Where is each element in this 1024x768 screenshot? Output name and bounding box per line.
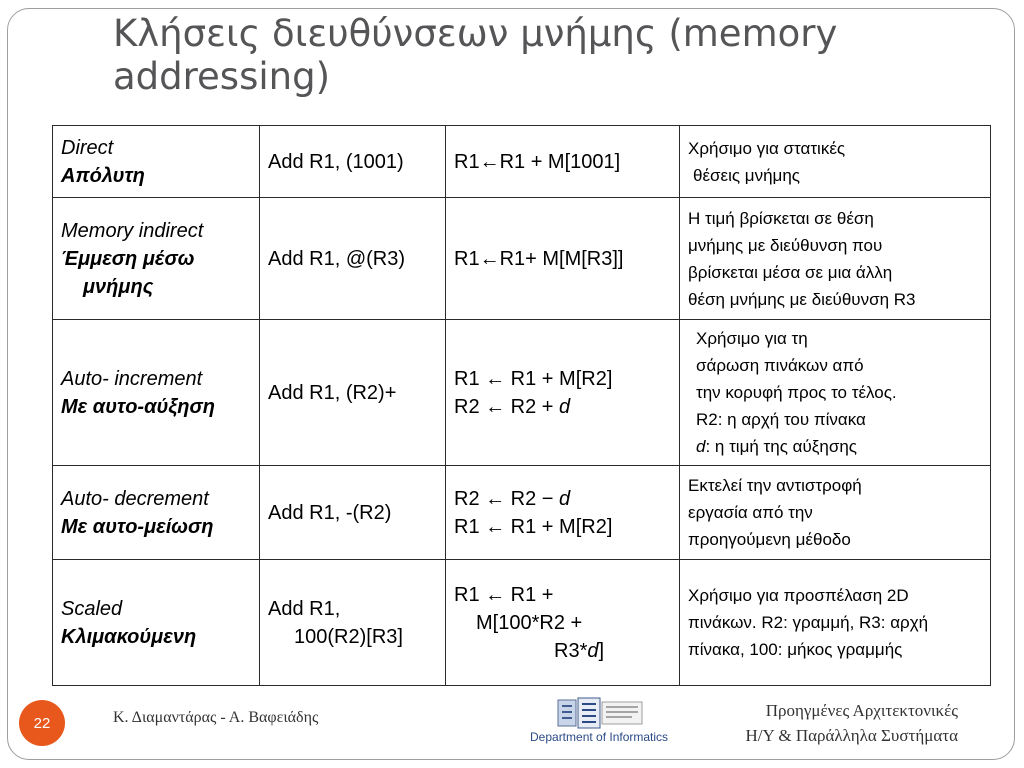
example-cell — [260, 198, 446, 320]
mode-cell — [53, 126, 260, 198]
meaning-cell — [446, 126, 680, 198]
example-text: Add R1, @(R3) — [268, 247, 406, 270]
mode-greek: Έμμεση μέσω — [61, 247, 195, 270]
table-row — [53, 198, 991, 320]
mode-greek: Κλιμακούμενη — [61, 625, 197, 648]
addressing-modes-table — [52, 125, 991, 686]
usage-line: Χρήσιμο για προσπέλαση 2D — [688, 586, 909, 605]
example-cell — [260, 560, 446, 686]
mode-english: Memory indirect — [61, 219, 204, 242]
mode-cell — [53, 560, 260, 686]
meaning-text: R2 ← R2 − d — [454, 487, 571, 510]
usage-cell — [680, 126, 991, 198]
usage-line: Χρήσιμο για στατικές — [688, 138, 846, 158]
meaning-text: R2 ← R2 + d — [454, 395, 571, 418]
usage-line: θέση μνήμης με διεύθυνση R3 — [688, 289, 916, 309]
meaning-cell — [446, 560, 680, 686]
mode-cell — [53, 320, 260, 466]
meaning-cell — [446, 466, 680, 560]
table-row — [53, 126, 991, 198]
mode-greek: Με αυτο-αύξηση — [61, 395, 215, 418]
mode-english: Direct — [61, 136, 114, 159]
usage-line: Εκτελεί την αντιστροφή — [688, 476, 862, 495]
logo-text: Department of Informatics — [530, 730, 669, 744]
example-text: 100(R2)[R3] — [294, 625, 403, 648]
usage-cell — [680, 560, 991, 686]
usage-cell — [680, 320, 991, 466]
usage-line: Η τιμή βρίσκεται σε θέση — [688, 208, 874, 228]
example-cell — [260, 320, 446, 466]
usage-cell — [680, 198, 991, 320]
meaning-text: R1 ← R1 + M[R2] — [454, 515, 613, 538]
footer-authors: Κ. Διαμαντάρας - Α. Βαφειάδης — [113, 709, 319, 726]
usage-line: την κορυφή προς το τέλος. — [696, 383, 897, 402]
course-title-line: Προηγμένες Αρχιτεκτονικές — [765, 701, 958, 720]
usage-cell — [680, 466, 991, 560]
mode-english: Auto- decrement — [61, 487, 209, 510]
mode-english: Auto- increment — [61, 367, 203, 390]
usage-line: βρίσκεται μέσα σε μια άλλη — [688, 262, 893, 282]
usage-line: R2: η αρχή του πίνακα — [696, 410, 866, 429]
usage-line: Χρήσιμο για τη — [696, 329, 808, 348]
example-text: Add R1, -(R2) — [268, 501, 392, 524]
table-row — [53, 466, 991, 560]
usage-line: πίνακα, 100: μήκος γραμμής — [688, 640, 903, 659]
example-cell — [260, 466, 446, 560]
meaning-text: R1 ← R1 + — [454, 583, 554, 606]
table-row — [53, 320, 991, 466]
meaning-text: R1 ← R1 + M[R2] — [454, 367, 613, 390]
footer-course — [745, 698, 958, 748]
usage-line: εργασία από την — [688, 503, 813, 522]
meaning-text: R3*d] — [554, 639, 605, 662]
example-text: Add R1, — [268, 597, 341, 620]
table-row — [53, 560, 991, 686]
mode-greek: Με αυτο-μείωση — [61, 515, 214, 538]
mode-greek: μνήμης — [83, 275, 154, 298]
example-cell — [260, 126, 446, 198]
meaning-text: R1←R1+ M[M[R3]] — [454, 247, 624, 270]
mode-greek: Απόλυτη — [61, 164, 145, 187]
mode-cell — [53, 198, 260, 320]
slide-title: Κλήσεις διευθύνσεων μνήμης (memory addressing) — [113, 12, 838, 98]
mode-cell — [53, 466, 260, 560]
usage-line: προηγούμενη μέθοδο — [688, 530, 851, 549]
example-text: Add R1, (R2)+ — [268, 381, 397, 404]
meaning-cell — [446, 198, 680, 320]
usage-line: d: η τιμή της αύξησης — [696, 437, 857, 456]
example-text: Add R1, (1001) — [268, 150, 404, 173]
meaning-text: M[100*R2 + — [476, 611, 583, 634]
usage-line: μνήμης με διεύθυνση που — [688, 235, 883, 255]
mode-english: Scaled — [61, 597, 123, 620]
usage-line: θέσεις μνήμης — [693, 165, 800, 185]
usage-line: πινάκων. R2: γραμμή, R3: αρχή — [688, 613, 929, 632]
page-number-badge: 22 — [19, 700, 65, 746]
department-logo-icon — [528, 694, 678, 746]
meaning-text: R1←R1 + M[1001] — [454, 150, 621, 173]
course-title-line: Η/Υ & Παράλληλα Συστήματα — [745, 726, 958, 745]
usage-line: σάρωση πινάκων από — [696, 356, 864, 375]
meaning-cell — [446, 320, 680, 466]
